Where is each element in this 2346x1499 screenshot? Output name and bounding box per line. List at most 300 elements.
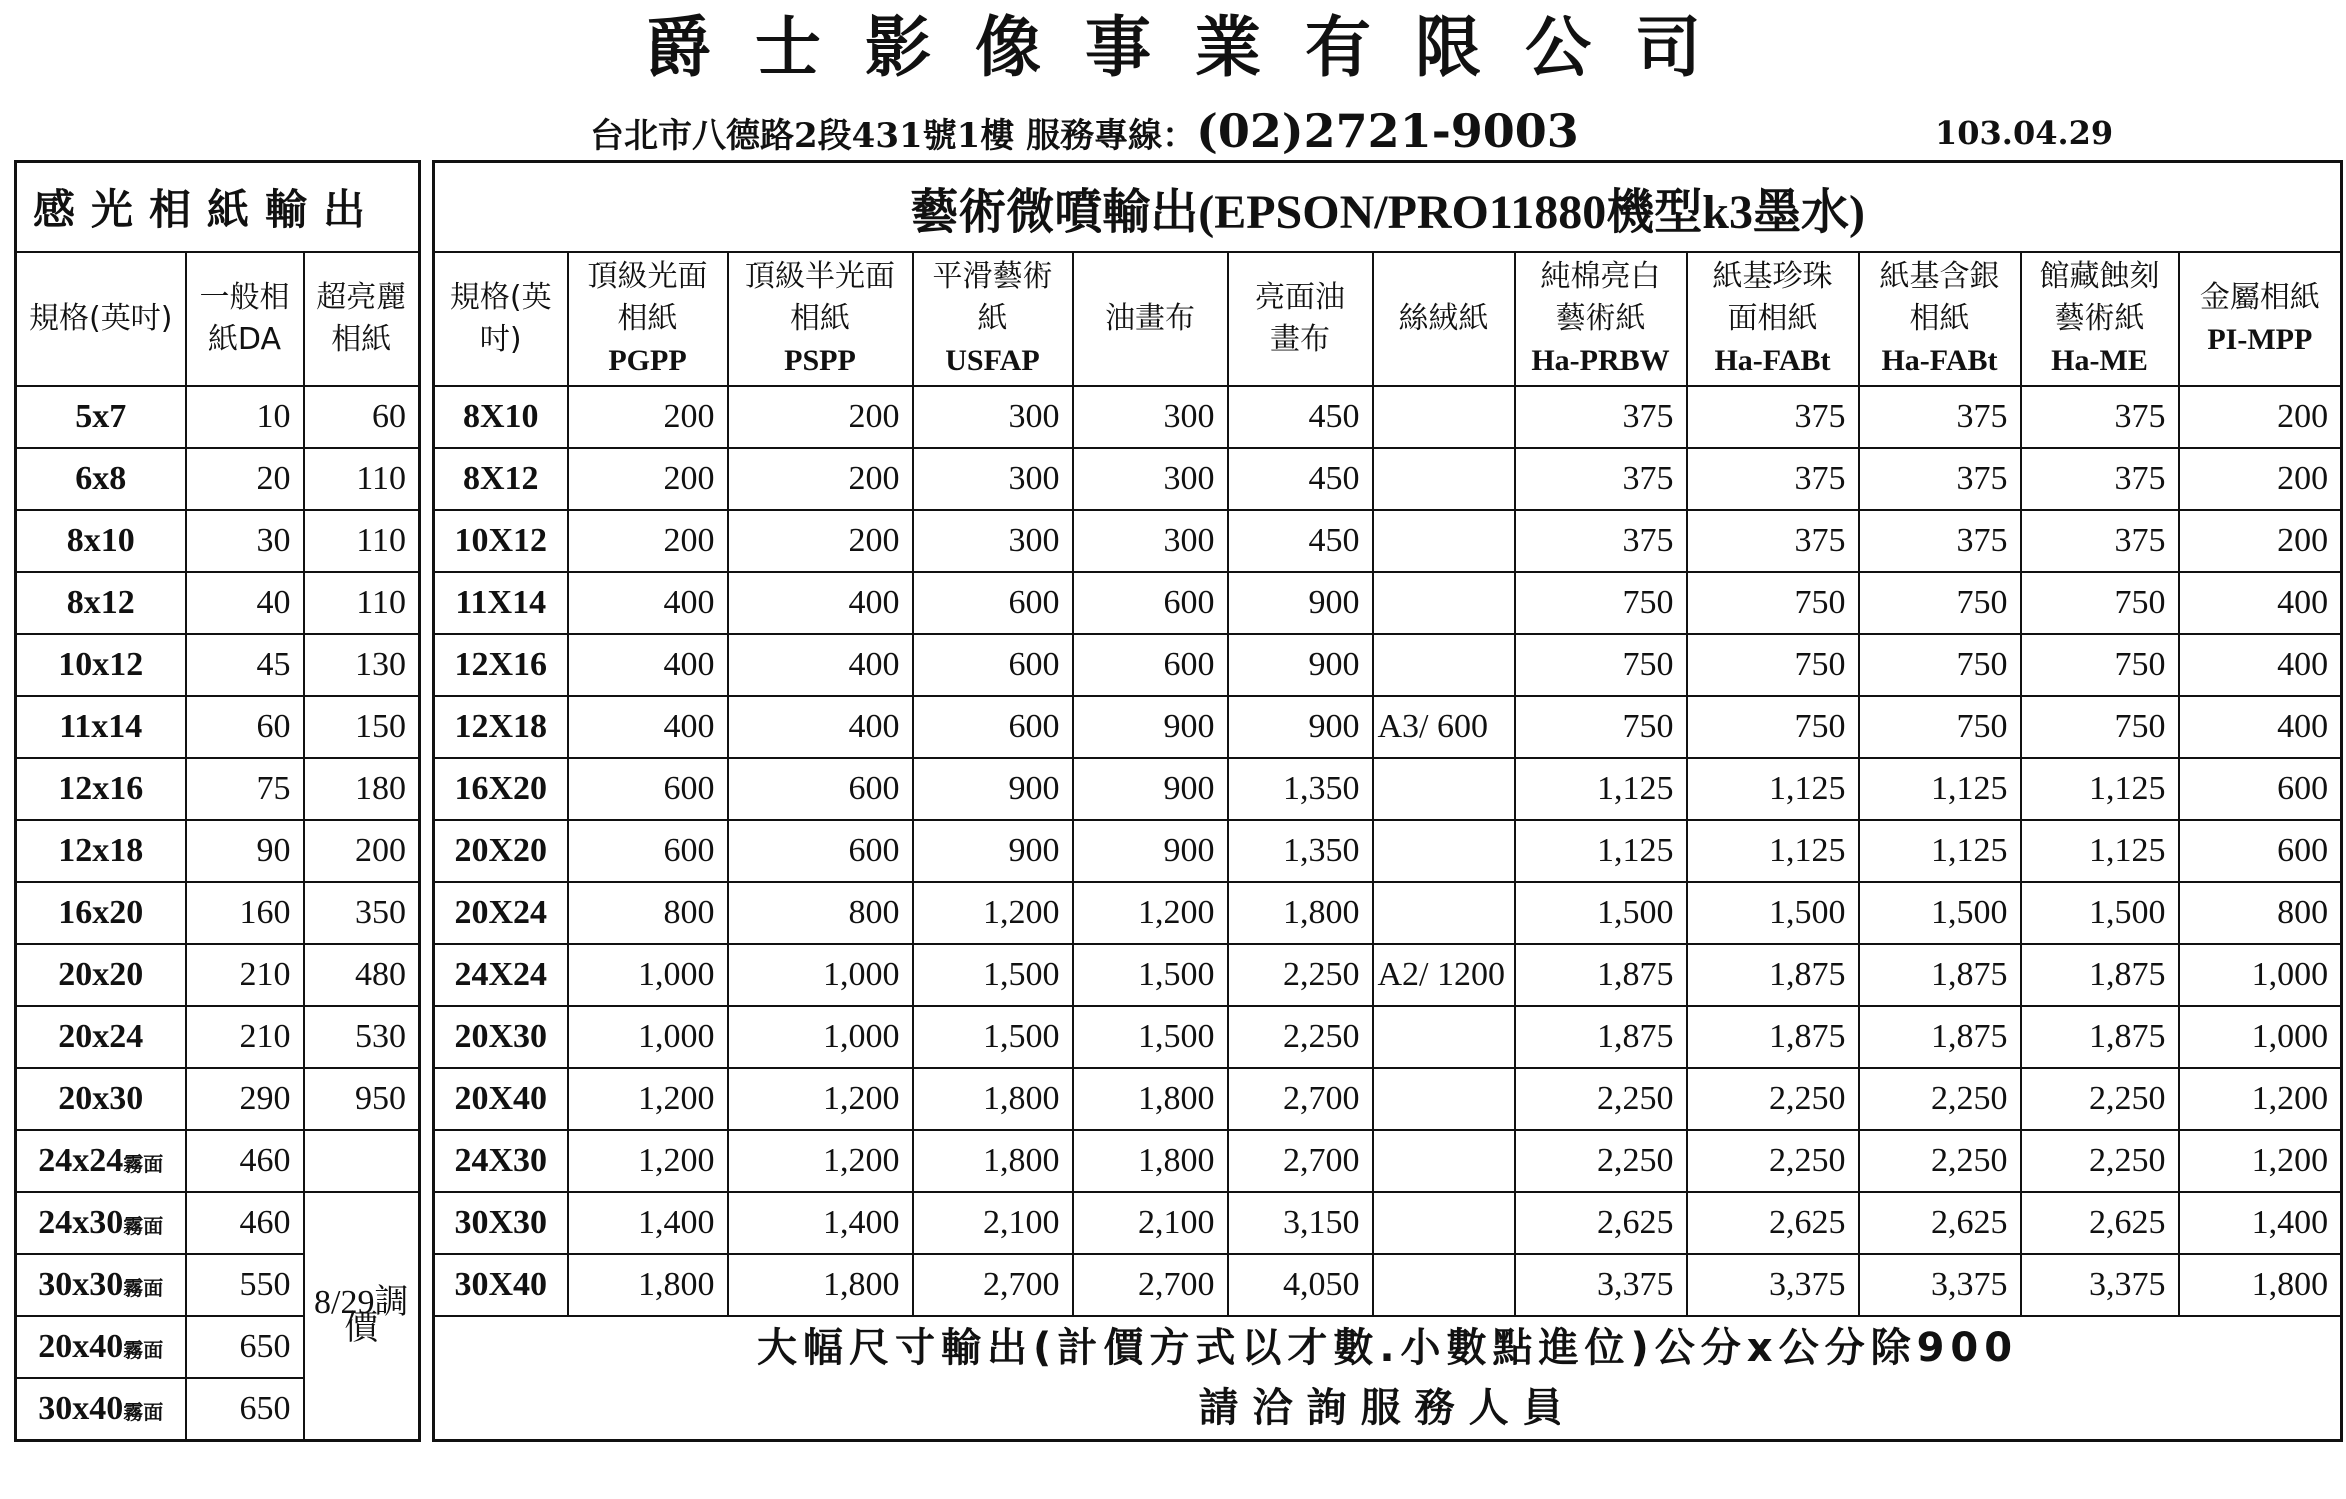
price-cell: 1,125 bbox=[1515, 758, 1687, 820]
table-row bbox=[434, 1130, 2342, 1192]
table-row bbox=[434, 1254, 2342, 1316]
column-header bbox=[1859, 252, 2021, 386]
table-row bbox=[16, 758, 420, 820]
price-cell: 1,000 bbox=[568, 944, 728, 1006]
column-header-code: PI-MPP bbox=[2207, 323, 2313, 356]
size-cell: 30X40 bbox=[434, 1254, 568, 1316]
size-cell: 8x10 bbox=[16, 510, 186, 572]
price-cell bbox=[1373, 510, 1515, 572]
column-header-code: USFAP bbox=[945, 344, 1040, 377]
table-row bbox=[16, 944, 420, 1006]
size-cell bbox=[16, 1130, 186, 1192]
table-row bbox=[16, 1068, 420, 1130]
price-cell: 460 bbox=[186, 1192, 304, 1254]
price-cell: 375 bbox=[2021, 448, 2179, 510]
price-cell: 600 bbox=[913, 696, 1073, 758]
price-cell bbox=[1373, 386, 1515, 448]
size-value: 20x40 bbox=[38, 1328, 124, 1365]
size-cell: 10X12 bbox=[434, 510, 568, 572]
price-cell: 375 bbox=[1859, 448, 2021, 510]
price-cell: 1,500 bbox=[913, 1006, 1073, 1068]
price-cell: 600 bbox=[728, 758, 913, 820]
price-cell: 2,250 bbox=[1515, 1068, 1687, 1130]
price-cell: 750 bbox=[1859, 696, 2021, 758]
price-cell: 750 bbox=[2021, 634, 2179, 696]
price-cell: 1,500 bbox=[1687, 882, 1859, 944]
note-line-2: 請洽詢服務人員 bbox=[1198, 1385, 1577, 1431]
price-cell: 750 bbox=[1515, 634, 1687, 696]
table-row bbox=[16, 510, 420, 572]
price-cell: 210 bbox=[186, 944, 304, 1006]
table-row bbox=[16, 820, 420, 882]
size-value: 30x40 bbox=[38, 1390, 124, 1427]
price-cell: 750 bbox=[1859, 634, 2021, 696]
size-cell: 20X30 bbox=[434, 1006, 568, 1068]
price-cell: 2,250 bbox=[1228, 1006, 1373, 1068]
price-cell: 375 bbox=[1515, 448, 1687, 510]
price-cell: 450 bbox=[1228, 510, 1373, 572]
price-cell: 750 bbox=[1515, 572, 1687, 634]
price-cell: 150 bbox=[304, 696, 420, 758]
table-row bbox=[434, 1006, 2342, 1068]
table-row bbox=[16, 1192, 420, 1254]
price-cell: 950 bbox=[304, 1068, 420, 1130]
price-cell: 1,875 bbox=[1687, 944, 1859, 1006]
column-header-name: 亮面油畫布 bbox=[1255, 280, 1345, 357]
table-row bbox=[16, 386, 420, 448]
price-cell: 200 bbox=[568, 386, 728, 448]
revision-date: 103.04.29 bbox=[1935, 114, 2114, 152]
price-cell: 3,375 bbox=[1515, 1254, 1687, 1316]
price-cell: 210 bbox=[186, 1006, 304, 1068]
price-cell: 1,125 bbox=[1687, 820, 1859, 882]
column-header-name: 館藏蝕刻藝術紙 bbox=[2039, 259, 2160, 336]
empty-cell bbox=[304, 1130, 420, 1192]
price-cell: 1,500 bbox=[1859, 882, 2021, 944]
table-row bbox=[434, 510, 2342, 572]
price-cell: 45 bbox=[186, 634, 304, 696]
price-cell: 1,800 bbox=[1073, 1130, 1228, 1192]
column-header bbox=[728, 252, 913, 386]
column-header bbox=[1687, 252, 1859, 386]
price-cell: 1,800 bbox=[1228, 882, 1373, 944]
price-cell: 1,350 bbox=[1228, 820, 1373, 882]
size-cell: 12X16 bbox=[434, 634, 568, 696]
price-cell: A3/ 600 bbox=[1373, 696, 1515, 758]
size-cell: 8X10 bbox=[434, 386, 568, 448]
column-header bbox=[1373, 252, 1515, 386]
matte-label: 霧面 bbox=[123, 1340, 164, 1362]
size-value: 24x24 bbox=[38, 1142, 124, 1179]
price-cell: 1,875 bbox=[2021, 944, 2179, 1006]
price-cell: 650 bbox=[186, 1316, 304, 1378]
column-header-name: 頂級半光面相紙 bbox=[745, 259, 895, 336]
price-cell: 450 bbox=[1228, 448, 1373, 510]
table-row bbox=[16, 572, 420, 634]
price-cell: 1,000 bbox=[568, 1006, 728, 1068]
price-cell: 1,200 bbox=[728, 1068, 913, 1130]
large-format-note bbox=[434, 1316, 2342, 1441]
price-cell bbox=[1373, 1130, 1515, 1192]
size-cell: 20x20 bbox=[16, 944, 186, 1006]
price-cell: 375 bbox=[2021, 386, 2179, 448]
price-cell: 900 bbox=[1228, 572, 1373, 634]
price-cell: 1,800 bbox=[728, 1254, 913, 1316]
size-cell: 20x30 bbox=[16, 1068, 186, 1130]
price-cell: 1,800 bbox=[1073, 1068, 1228, 1130]
price-cell: 900 bbox=[1228, 634, 1373, 696]
price-cell: 650 bbox=[186, 1378, 304, 1441]
column-header-name: 紙基珍珠面相紙 bbox=[1712, 259, 1833, 336]
price-cell: 90 bbox=[186, 820, 304, 882]
table-row bbox=[434, 758, 2342, 820]
matte-label: 霧面 bbox=[123, 1278, 164, 1300]
table-row bbox=[434, 882, 2342, 944]
size-cell: 10x12 bbox=[16, 634, 186, 696]
price-cell: 3,375 bbox=[1859, 1254, 2021, 1316]
price-cell: 3,375 bbox=[1687, 1254, 1859, 1316]
price-cell: 2,250 bbox=[1228, 944, 1373, 1006]
price-cell: 1,125 bbox=[1687, 758, 1859, 820]
price-cell: 2,250 bbox=[2021, 1068, 2179, 1130]
size-cell: 16X20 bbox=[434, 758, 568, 820]
matte-label: 霧面 bbox=[123, 1154, 164, 1176]
price-cell: 375 bbox=[1687, 510, 1859, 572]
price-cell: 1,000 bbox=[728, 944, 913, 1006]
price-cell: 1,800 bbox=[2179, 1254, 2342, 1316]
price-cell: 900 bbox=[1228, 696, 1373, 758]
size-cell bbox=[16, 1378, 186, 1441]
size-cell: 5x7 bbox=[16, 386, 186, 448]
size-cell bbox=[16, 1316, 186, 1378]
price-cell: 1,875 bbox=[1859, 944, 2021, 1006]
size-cell: 8X12 bbox=[434, 448, 568, 510]
art-print-table bbox=[432, 160, 2343, 1442]
price-cell: 800 bbox=[728, 882, 913, 944]
price-cell: 1,400 bbox=[728, 1192, 913, 1254]
column-header-name: 金屬相紙 bbox=[2199, 280, 2320, 315]
price-cell: 200 bbox=[728, 448, 913, 510]
column-header bbox=[1228, 252, 1373, 386]
column-header-code: Ha-FABt bbox=[1714, 344, 1831, 377]
price-cell: 530 bbox=[304, 1006, 420, 1068]
size-cell: 11x14 bbox=[16, 696, 186, 758]
size-cell: 30X30 bbox=[434, 1192, 568, 1254]
table-row bbox=[434, 448, 2342, 510]
price-cell: 200 bbox=[304, 820, 420, 882]
size-cell: 6x8 bbox=[16, 448, 186, 510]
address-text: 台北市八德路2段431號1樓 服務專線： bbox=[590, 116, 1197, 156]
size-cell: 11X14 bbox=[434, 572, 568, 634]
table-row bbox=[434, 386, 2342, 448]
price-cell: 375 bbox=[1687, 448, 1859, 510]
price-cell: 1,800 bbox=[568, 1254, 728, 1316]
price-cell: 1,875 bbox=[1859, 1006, 2021, 1068]
col-super-header: 超亮麗相紙 bbox=[304, 252, 420, 386]
price-cell: 900 bbox=[1073, 758, 1228, 820]
column-header-name: 油畫布 bbox=[1105, 301, 1195, 336]
price-cell: 350 bbox=[304, 882, 420, 944]
price-cell: 1,350 bbox=[1228, 758, 1373, 820]
price-cell: 2,625 bbox=[1687, 1192, 1859, 1254]
price-cell: 900 bbox=[913, 758, 1073, 820]
table-row bbox=[434, 696, 2342, 758]
price-cell: 1,200 bbox=[913, 882, 1073, 944]
size-cell: 20X24 bbox=[434, 882, 568, 944]
table-row bbox=[434, 572, 2342, 634]
price-cell: 60 bbox=[304, 386, 420, 448]
price-cell bbox=[1373, 572, 1515, 634]
price-cell: 400 bbox=[568, 696, 728, 758]
table-row bbox=[434, 944, 2342, 1006]
price-cell bbox=[1373, 448, 1515, 510]
column-header bbox=[1515, 252, 1687, 386]
price-cell: 1,800 bbox=[913, 1068, 1073, 1130]
column-header-code: PSPP bbox=[784, 344, 856, 377]
price-cell: 600 bbox=[913, 572, 1073, 634]
price-cell: 1,200 bbox=[568, 1068, 728, 1130]
price-cell: 600 bbox=[1073, 634, 1228, 696]
price-cell: 200 bbox=[2179, 510, 2342, 572]
size-cell: 24X30 bbox=[434, 1130, 568, 1192]
price-cell: 3,150 bbox=[1228, 1192, 1373, 1254]
price-cell: 400 bbox=[2179, 572, 2342, 634]
table-row bbox=[16, 1006, 420, 1068]
price-cell: 1,875 bbox=[1515, 1006, 1687, 1068]
matte-label: 霧面 bbox=[123, 1216, 164, 1238]
price-cell: 2,250 bbox=[1859, 1130, 2021, 1192]
price-cell: 200 bbox=[728, 510, 913, 572]
price-cell: 3,375 bbox=[2021, 1254, 2179, 1316]
price-cell: 110 bbox=[304, 572, 420, 634]
price-cell: 375 bbox=[1515, 386, 1687, 448]
price-cell: 10 bbox=[186, 386, 304, 448]
price-cell: 300 bbox=[913, 386, 1073, 448]
note-line-1: 大幅尺寸輸出(計價方式以才數.小數點進位)公分x公分除900 bbox=[757, 1325, 2019, 1371]
price-cell: 375 bbox=[1687, 386, 1859, 448]
size-cell: 8x12 bbox=[16, 572, 186, 634]
price-cell: 110 bbox=[304, 510, 420, 572]
price-cell: 1,125 bbox=[1859, 758, 2021, 820]
price-cell: 600 bbox=[568, 758, 728, 820]
price-cell: 1,000 bbox=[2179, 1006, 2342, 1068]
price-cell: 600 bbox=[1073, 572, 1228, 634]
size-value: 30x30 bbox=[38, 1266, 124, 1303]
table-row bbox=[16, 448, 420, 510]
price-cell: 2,625 bbox=[1515, 1192, 1687, 1254]
size-value: 24x30 bbox=[38, 1204, 124, 1241]
size-cell: 12x16 bbox=[16, 758, 186, 820]
price-cell: 200 bbox=[568, 448, 728, 510]
price-cell: 460 bbox=[186, 1130, 304, 1192]
price-cell: 300 bbox=[913, 448, 1073, 510]
price-cell: 2,700 bbox=[1228, 1130, 1373, 1192]
price-cell: 2,250 bbox=[1515, 1130, 1687, 1192]
price-cell: 600 bbox=[2179, 758, 2342, 820]
price-cell: 1,200 bbox=[2179, 1130, 2342, 1192]
price-cell: 2,700 bbox=[1228, 1068, 1373, 1130]
price-cell: 400 bbox=[728, 696, 913, 758]
price-cell: 290 bbox=[186, 1068, 304, 1130]
photo-paper-table bbox=[14, 160, 421, 1442]
price-cell: 4,050 bbox=[1228, 1254, 1373, 1316]
column-header-name: 絲絨紙 bbox=[1398, 301, 1489, 336]
price-cell bbox=[1373, 634, 1515, 696]
price-cell: 1,125 bbox=[2021, 758, 2179, 820]
price-cell: 75 bbox=[186, 758, 304, 820]
price-cell: 400 bbox=[568, 572, 728, 634]
price-cell bbox=[1373, 820, 1515, 882]
size-cell: 16x20 bbox=[16, 882, 186, 944]
price-cell: 600 bbox=[728, 820, 913, 882]
price-cell: 300 bbox=[913, 510, 1073, 572]
price-cell: 750 bbox=[1515, 696, 1687, 758]
table-row bbox=[434, 820, 2342, 882]
price-cell: 600 bbox=[2179, 820, 2342, 882]
company-title: 爵士影像事業有限公司 bbox=[645, 9, 1745, 86]
price-cell: 1,500 bbox=[913, 944, 1073, 1006]
price-cell: 400 bbox=[728, 634, 913, 696]
price-cell: 1,200 bbox=[568, 1130, 728, 1192]
price-cell: 30 bbox=[186, 510, 304, 572]
price-cell: 900 bbox=[913, 820, 1073, 882]
price-cell: 400 bbox=[728, 572, 913, 634]
table-row bbox=[434, 634, 2342, 696]
price-cell: 1,875 bbox=[1515, 944, 1687, 1006]
price-cell bbox=[1373, 1192, 1515, 1254]
price-cell: 2,625 bbox=[1859, 1192, 2021, 1254]
price-cell: 750 bbox=[1859, 572, 2021, 634]
col-da-header: 一般相紙DA bbox=[186, 252, 304, 386]
column-header-code: PGPP bbox=[608, 344, 687, 377]
table-row bbox=[16, 882, 420, 944]
price-cell: 2,250 bbox=[2021, 1130, 2179, 1192]
column-header-name: 規格(英吋) bbox=[449, 280, 552, 357]
price-cell: 1,200 bbox=[728, 1130, 913, 1192]
col-size-header: 規格(英吋) bbox=[16, 252, 186, 386]
photo-paper-title: 感光相紙輸出 bbox=[16, 162, 420, 253]
price-cell: 300 bbox=[1073, 510, 1228, 572]
price-cell: 110 bbox=[304, 448, 420, 510]
column-header bbox=[913, 252, 1073, 386]
table-row bbox=[16, 696, 420, 758]
price-cell: 1,125 bbox=[1859, 820, 2021, 882]
price-cell: 130 bbox=[304, 634, 420, 696]
size-cell: 20X20 bbox=[434, 820, 568, 882]
size-cell bbox=[16, 1254, 186, 1316]
size-cell: 24X24 bbox=[434, 944, 568, 1006]
price-cell: 1,500 bbox=[1515, 882, 1687, 944]
price-cell: 1,000 bbox=[2179, 944, 2342, 1006]
price-cell bbox=[1373, 1006, 1515, 1068]
address-line bbox=[590, 104, 1579, 158]
column-header-name: 純棉亮白藝術紙 bbox=[1540, 259, 1661, 336]
price-cell: 300 bbox=[1073, 386, 1228, 448]
price-cell: 20 bbox=[186, 448, 304, 510]
price-adjust-note: 8/29調價 bbox=[304, 1192, 420, 1441]
column-header bbox=[1073, 252, 1228, 386]
table-row bbox=[434, 1192, 2342, 1254]
column-header-code: Ha-FABt bbox=[1881, 344, 1998, 377]
price-cell: 375 bbox=[1859, 510, 2021, 572]
price-cell: 900 bbox=[1073, 696, 1228, 758]
price-cell: 1,400 bbox=[2179, 1192, 2342, 1254]
matte-label: 霧面 bbox=[123, 1402, 164, 1424]
column-header-name: 頂級光面相紙 bbox=[587, 259, 708, 336]
price-cell bbox=[1373, 1254, 1515, 1316]
column-header-code: Ha-ME bbox=[2051, 344, 2148, 377]
price-cell: 300 bbox=[1073, 448, 1228, 510]
price-cell: 400 bbox=[568, 634, 728, 696]
column-header bbox=[434, 252, 568, 386]
price-cell: A2/ 1200 bbox=[1373, 944, 1515, 1006]
price-cell: 200 bbox=[728, 386, 913, 448]
price-cell: 1,400 bbox=[568, 1192, 728, 1254]
size-cell: 12X18 bbox=[434, 696, 568, 758]
art-print-title: 藝術微噴輸出(EPSON/PRO11880機型k3墨水) bbox=[434, 162, 2342, 253]
column-header bbox=[568, 252, 728, 386]
price-cell: 750 bbox=[1687, 696, 1859, 758]
price-cell: 2,700 bbox=[913, 1254, 1073, 1316]
price-cell: 160 bbox=[186, 882, 304, 944]
price-cell: 1,125 bbox=[2021, 820, 2179, 882]
price-cell: 450 bbox=[1228, 386, 1373, 448]
price-cell: 1,500 bbox=[1073, 1006, 1228, 1068]
column-header bbox=[2021, 252, 2179, 386]
price-cell: 1,875 bbox=[1687, 1006, 1859, 1068]
note-row bbox=[434, 1316, 2342, 1441]
table-row bbox=[434, 1068, 2342, 1130]
price-cell: 2,625 bbox=[2021, 1192, 2179, 1254]
price-cell: 750 bbox=[2021, 572, 2179, 634]
price-cell: 480 bbox=[304, 944, 420, 1006]
price-cell: 800 bbox=[2179, 882, 2342, 944]
price-cell: 2,250 bbox=[1859, 1068, 2021, 1130]
price-cell bbox=[1373, 882, 1515, 944]
price-cell: 40 bbox=[186, 572, 304, 634]
price-cell: 2,100 bbox=[1073, 1192, 1228, 1254]
column-header bbox=[2179, 252, 2342, 386]
price-cell: 750 bbox=[2021, 696, 2179, 758]
size-cell bbox=[16, 1192, 186, 1254]
price-cell: 2,700 bbox=[1073, 1254, 1228, 1316]
price-cell: 1,800 bbox=[913, 1130, 1073, 1192]
phone-number: (02)2721-9003 bbox=[1196, 104, 1579, 158]
price-cell: 750 bbox=[1687, 634, 1859, 696]
table-row bbox=[16, 1130, 420, 1192]
price-cell: 1,500 bbox=[1073, 944, 1228, 1006]
price-cell: 1,125 bbox=[1515, 820, 1687, 882]
price-cell: 550 bbox=[186, 1254, 304, 1316]
price-cell: 2,250 bbox=[1687, 1068, 1859, 1130]
size-cell: 12x18 bbox=[16, 820, 186, 882]
price-cell: 2,100 bbox=[913, 1192, 1073, 1254]
price-cell bbox=[1373, 1068, 1515, 1130]
column-header-name: 紙基含銀相紙 bbox=[1879, 259, 2000, 336]
price-cell: 200 bbox=[2179, 448, 2342, 510]
price-cell: 2,250 bbox=[1687, 1130, 1859, 1192]
price-cell: 1,000 bbox=[728, 1006, 913, 1068]
price-cell: 60 bbox=[186, 696, 304, 758]
price-cell: 375 bbox=[2021, 510, 2179, 572]
price-cell: 750 bbox=[1687, 572, 1859, 634]
size-cell: 20X40 bbox=[434, 1068, 568, 1130]
price-cell: 1,875 bbox=[2021, 1006, 2179, 1068]
price-cell: 400 bbox=[2179, 696, 2342, 758]
price-cell: 375 bbox=[1515, 510, 1687, 572]
price-cell: 180 bbox=[304, 758, 420, 820]
table-row bbox=[16, 634, 420, 696]
